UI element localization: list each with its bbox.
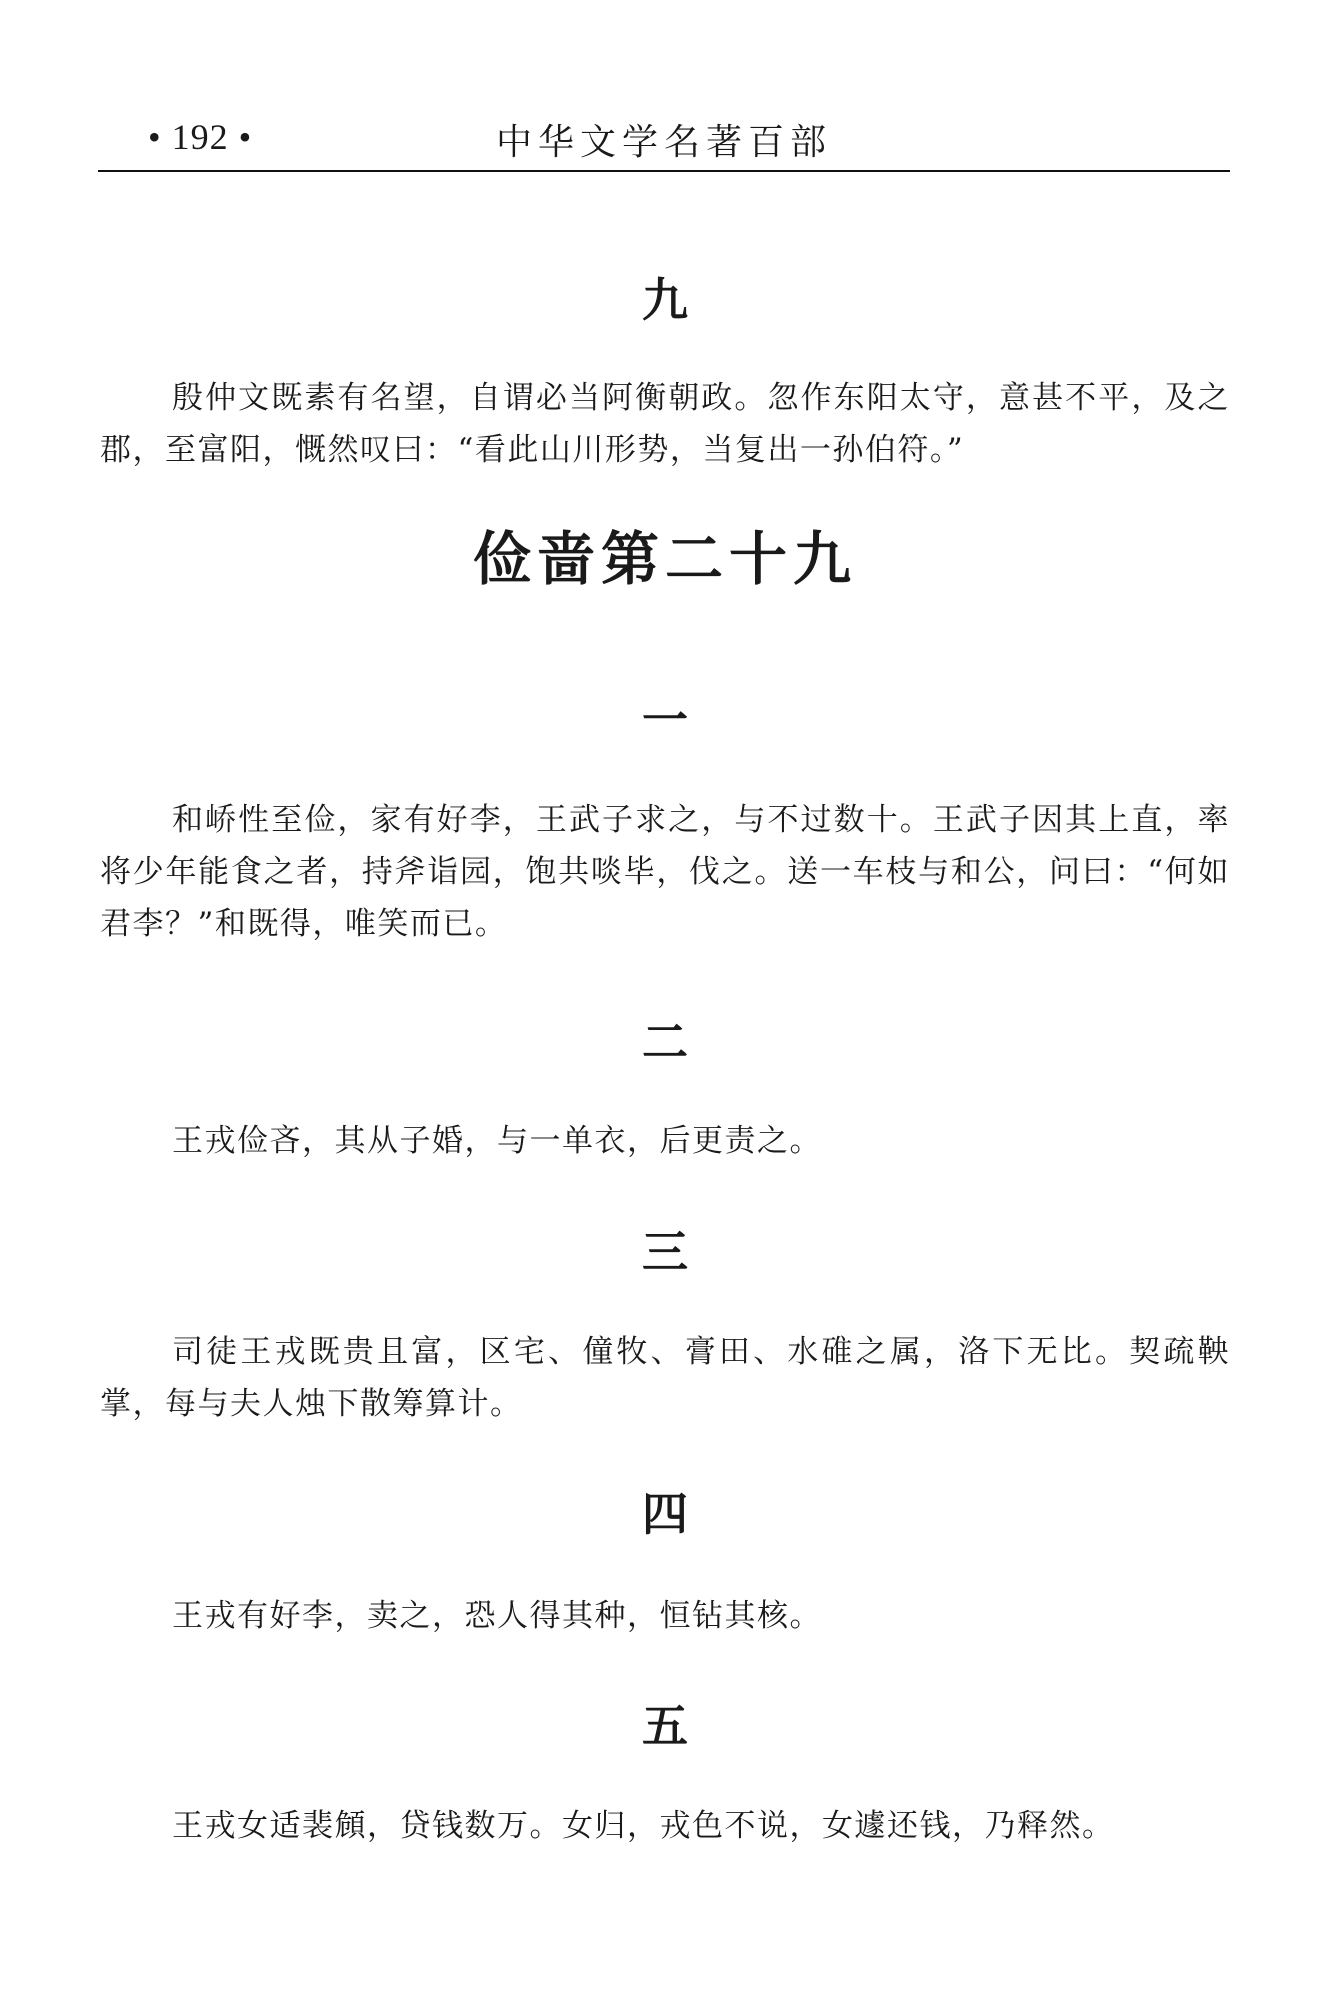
section-text-three: 司徒王戎既贵且富，区宅、僮牧、膏田、水碓之属，洛下无比。契疏鞅掌，每与夫人烛下散筹算计。 [100,1334,1230,1422]
book-title: 中华文学名著百部 [495,122,832,163]
section-heading-five: 五 [642,1699,688,1753]
page-number: • 192 • [148,117,253,157]
section-text-four: 王戎有好李，卖之，恐人得其种，恒钻其核。 [172,1598,822,1634]
section-heading-one: 一 [642,693,688,747]
section-text-two: 王戎俭吝，其从子婚，与一单衣，后更责之。 [172,1123,822,1159]
section-text-five: 王戎女适裴頠，贷钱数万。女归，戎色不说，女遽还钱，乃释然。 [172,1808,1115,1844]
page-header [98,112,1230,172]
section-heading-three: 三 [642,1225,688,1279]
section-text-nine: 殷仲文既素有名望，自谓必当阿衡朝政。忽作东阳太守，意甚不平，及之郡，至富阳，慨然叹曰：“看此山川形势，当复出一孙伯符。” [100,380,1230,468]
chapter-title: 俭啬第二十九 [472,525,857,593]
section-heading-nine: 九 [642,273,688,327]
section-heading-two: 二 [642,1015,688,1069]
section-heading-four: 四 [642,1487,688,1541]
section-text-one: 和峤性至俭，家有好李，王武子求之，与不过数十。王武子因其上直，率将少年能食之者，持斧诣园，饱共啖毕，伐之。送一车枝与和公，问曰：“何如君李？”和既得，唯笑而已。 [100,802,1230,942]
